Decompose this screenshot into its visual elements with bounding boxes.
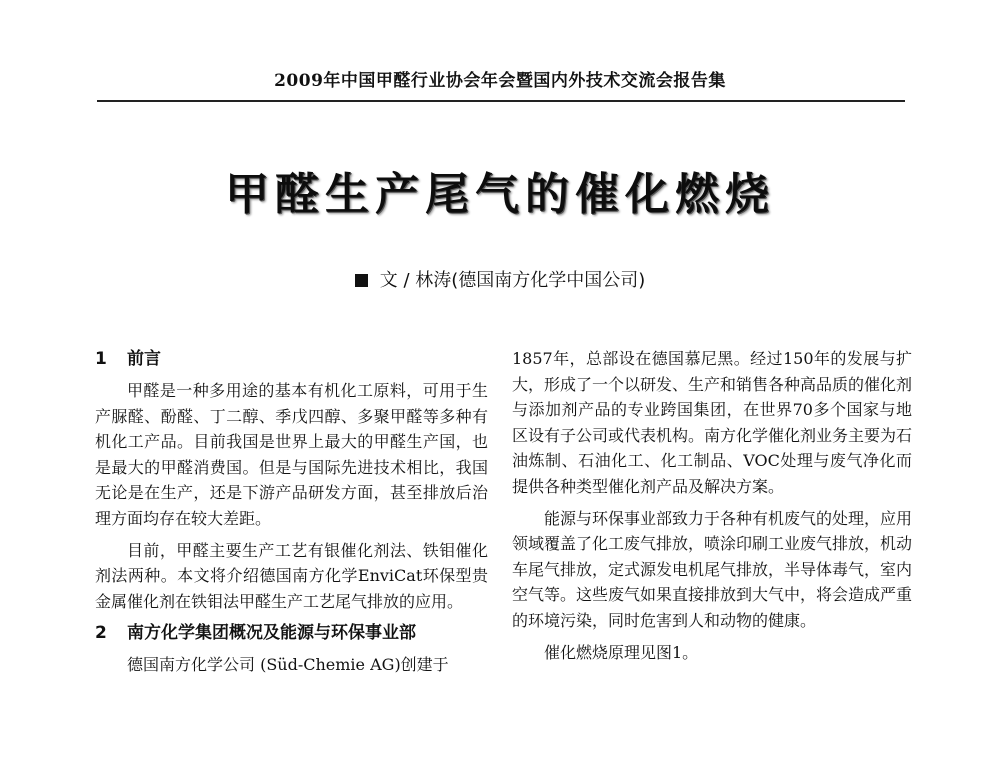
paragraph: 催化燃烧原理见图1。 <box>544 642 699 662</box>
byline-text: 文 / 林涛(德国南方化学中国公司) <box>379 270 646 291</box>
header-rule <box>97 100 905 102</box>
paragraph: 1857年，总部设在德国慕尼黑。经过150年的发展与扩大，形成了一个以研发、生产和销售各种高品质的催化剂与添加剂产品的专业跨国集团，在世界70多个国家与地区设有子公司或代表机构。南方化学催化剂业务主要为石油炼制、石油化工、化工制品、VOC处理与废气净化而提供各种类型催化剂产品及解决方案。 <box>512 349 913 496</box>
running-header: 2009年中国甲醛行业协会年会暨国内外技术交流会报告集 <box>274 71 726 91</box>
paragraph: 德国南方化学公司 (Süd-Chemie AG)创建于 <box>127 655 449 675</box>
section-heading-2 <box>95 620 488 652</box>
paragraph: 甲醛是一种多用途的基本有机化工原料，可用于生产脲醛、酚醛、丁二醇、季戊四醇、多聚甲醛等多种有机化工产品。目前我国是世界上最大的甲醛生产国，也是最大的甲醛消费国。但是与国际先进技术相比，我国无论是在生产，还是下游产品研发方面，甚至排放后治理方面均存在较大差距。 <box>95 381 488 528</box>
article-title: 甲醛生产尾气的催化燃烧 <box>225 169 775 220</box>
section-title: 前言 <box>127 349 161 369</box>
section-number: 2 <box>95 623 107 644</box>
paragraph: 目前，甲醛主要生产工艺有银催化剂法、铁钼催化剂法两种。本文将介绍德国南方化学EnviCat环保型贵金属催化剂在铁钼法甲醛生产工艺尾气排放的应用。 <box>95 540 488 611</box>
section-title: 南方化学集团概况及能源与环保事业部 <box>127 623 416 644</box>
square-bullet-icon <box>355 274 368 287</box>
paragraph: 能源与环保事业部致力于各种有机废气的处理，应用领域覆盖了化工废气排放，喷涂印刷工业废气排放，机动车尾气排放，定式源发电机尾气排放，半导体毒气，室内空气等。这些废气如果直接排放到大气中，将会造成严重的环境污染，同时危害到人和动物的健康。 <box>512 508 913 630</box>
section-number: 1 <box>95 349 107 369</box>
section-heading-1 <box>95 346 488 378</box>
byline <box>95 266 905 292</box>
left-column <box>95 346 488 684</box>
right-column <box>512 346 912 671</box>
